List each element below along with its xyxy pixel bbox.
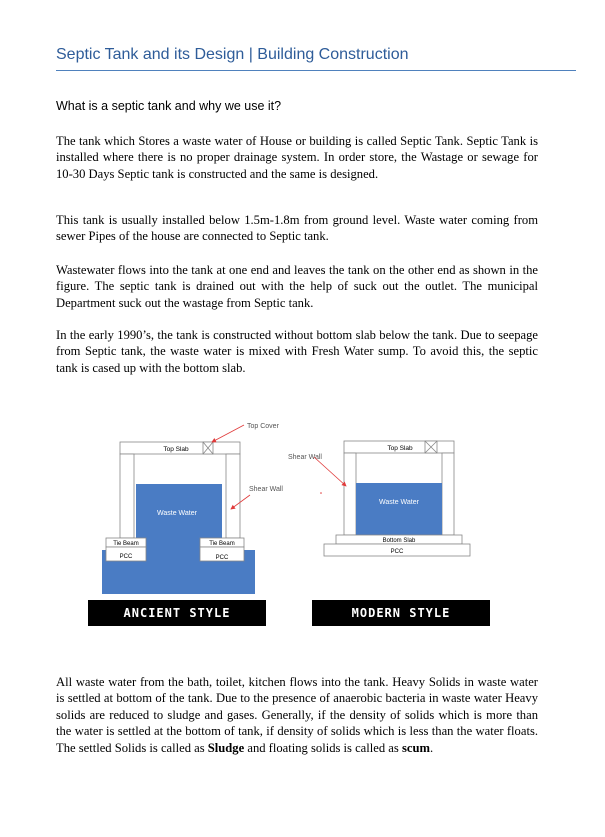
scum-term: scum: [401, 740, 430, 755]
ancient-waste-water-label: Waste Water: [157, 510, 197, 517]
ancient-pcc-right-label: PCC: [215, 555, 229, 561]
modern-top-slab-label: Top Slab: [387, 445, 413, 452]
shear-wall-label-1: Shear Wall: [288, 454, 322, 461]
ancient-shear-wall-left: [120, 454, 134, 538]
ancient-style-banner: [88, 600, 266, 626]
modern-water-body: [356, 483, 442, 535]
document-title: Septic Tank and its Design | Building Construction: [56, 46, 576, 71]
modern-shear-wall-left: [344, 453, 356, 535]
paragraph-flow: Wastewater flows into the tank at one end and leaves the tank on the other end as shown in the figure. The septic tank is drained out with the help of suck out the outlet. The municipal Department suck out the wastage from Septic tank.: [56, 263, 538, 310]
modern-bottom-slab-label: Bottom Slab: [382, 538, 416, 544]
paragraph-sludge-text-2: and floating solids is called as: [244, 740, 402, 755]
shear-wall-label-2: Shear Wall: [249, 486, 283, 493]
septic-tank-diagram: [80, 412, 520, 632]
modern-shear-wall-right: [442, 453, 454, 535]
top-cover-label: Top Cover: [247, 423, 279, 430]
paragraph-sludge-scum: [56, 674, 538, 756]
modern-style-banner: [312, 600, 490, 626]
paragraph-installation: This tank is usually installed below 1.5m-1.8m from ground level. Waste water coming from sewer Pipes of the house are connected to Septic tank.: [56, 213, 538, 244]
modern-waste-water-label: Waste Water: [379, 499, 419, 506]
section-question: What is a septic tank and why we use it?: [56, 99, 282, 113]
ancient-tank: [102, 442, 255, 594]
top-cover-arrow: [212, 425, 244, 442]
modern-style-banner-label: MODERN STYLE: [351, 606, 451, 620]
ancient-shear-wall-right: [226, 454, 240, 538]
paragraph-sludge-text-1: All waste water from the bath, toilet, kitchen flows into the tank. Heavy Solids in waste water is settled at bottom of the tank. Due to the presence of anaerobic bacteria in waste water Heavy solids are reduced to sludge and gases. Generally, if the density of solids which is more than the water is settled at the bottom of tank, if density of solids which is less than the water floats. The settled Solids is called as: [56, 675, 538, 755]
ancient-style-banner-label: ANCIENT STYLE: [123, 606, 231, 620]
paragraph-sludge-text-3: .: [429, 740, 434, 755]
ancient-tie-beam-left-label: Tie Beam: [113, 541, 139, 547]
ancient-pcc-left-label: PCC: [119, 554, 133, 560]
paragraph-history: In the early 1990’s, the tank is constructed without bottom slab below the tank. Due to seepage from Septic tank, the waste water is mixed with Fresh Water sump. To avoid this, the septic tank is cased up with the bottom slab.: [56, 328, 538, 375]
modern-tank: [324, 441, 470, 556]
septic-tank-figure: [80, 412, 520, 632]
paragraph-definition: The tank which Stores a waste water of House or building is called Septic Tank. Septic Tank is installed where there is no proper drainage system. In order store, the Wastage or sewage for 10-30 Days Septic tank is constructed and the same is designed.: [56, 134, 538, 181]
sludge-term: Sludge: [207, 740, 245, 755]
shear-wall-arrow-right: [314, 457, 346, 486]
ancient-tie-beam-right-label: Tie Beam: [209, 541, 235, 547]
ancient-top-slab-label: Top Slab: [163, 446, 189, 453]
modern-pcc-label: PCC: [390, 549, 404, 555]
